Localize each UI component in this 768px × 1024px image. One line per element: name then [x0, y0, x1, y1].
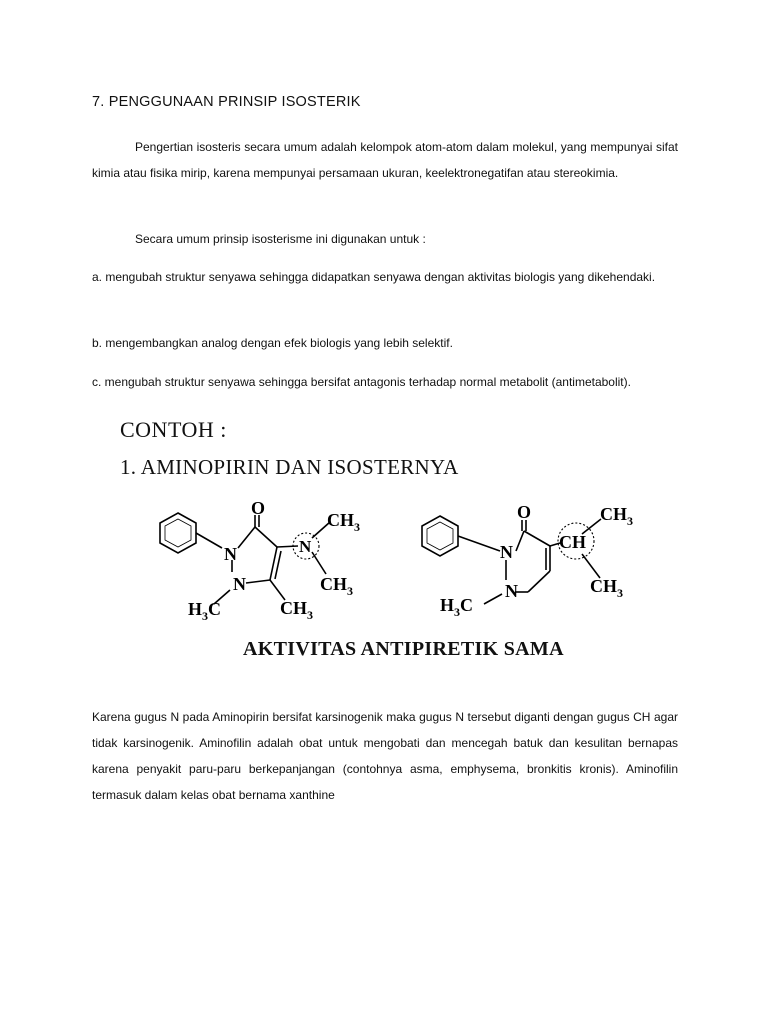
section-heading: 7. PENGGUNAAN PRINSIP ISOSTERIK — [92, 94, 361, 110]
m1-h3c-label: $H_3C$ — [188, 599, 222, 623]
usage-intro: Secara umum prinsip isosterisme ini digunakan untuk : — [135, 232, 426, 246]
m2-oxygen-label: O — [517, 502, 532, 522]
m2-ch-label: CH — [559, 532, 586, 552]
example-label: CONTOH : — [120, 417, 227, 442]
example-title: 1. AMINOPIRIN DAN ISOSTERNYA — [120, 455, 459, 479]
m1-n1-label: N — [224, 544, 237, 564]
m2-n2-label: N — [505, 581, 518, 601]
m1-ch3-top: $CH_3$ — [327, 510, 360, 534]
m1-n2-label: N — [233, 574, 246, 594]
m1-ch3-ring: $CH_3$ — [280, 598, 313, 622]
use-item-a: a. mengubah struktur senyawa sehingga didapatkan senyawa dengan aktivitas biologis yang dikehendaki. — [92, 270, 656, 284]
m1-oxygen-label: O — [251, 498, 266, 518]
m2-ch3-top: $CH_3$ — [600, 504, 633, 528]
use-item-b: b. mengembangkan analog dengan efek biologis yang lebih selektif. — [92, 336, 453, 350]
m2-h3c-label: $H_3C$ — [440, 595, 474, 619]
m1-amine-n-label: N — [299, 537, 312, 556]
definition-paragraph: Pengertian isosteris secara umum adalah kelompok atom-atom dalam molekul, yang mempunyai sifat kimia atau fisika mirip, karena mempunyai persamaan ukuran, keelektronegatifan atau stereokimia. — [92, 140, 678, 180]
m2-n1-label: N — [500, 542, 513, 562]
conclusion-paragraph: Karena gugus N pada Aminopirin bersifat karsinogenik maka gugus N tersebut diganti dengan gugus CH agar tidak karsinogenik. Aminofilin adalah obat untuk mengobati dan mencegah batuk dan kesulitan bernapas karena penyakit paru-paru berkepanjangan (contohnya asma, emphysema, bronkitis kronis). Aminofilin termasuk dalam kelas obat bernama xanthine — [92, 710, 678, 802]
m1-ch3-bottom: $CH_3$ — [320, 574, 353, 598]
use-item-c: c. mengubah struktur senyawa sehingga bersifat antagonis terhadap normal metabolit (antimetabolit). — [92, 375, 631, 389]
m2-ch3-bottom: $CH_3$ — [590, 576, 623, 600]
activity-caption: AKTIVITAS ANTIPIRETIK SAMA — [243, 638, 564, 660]
